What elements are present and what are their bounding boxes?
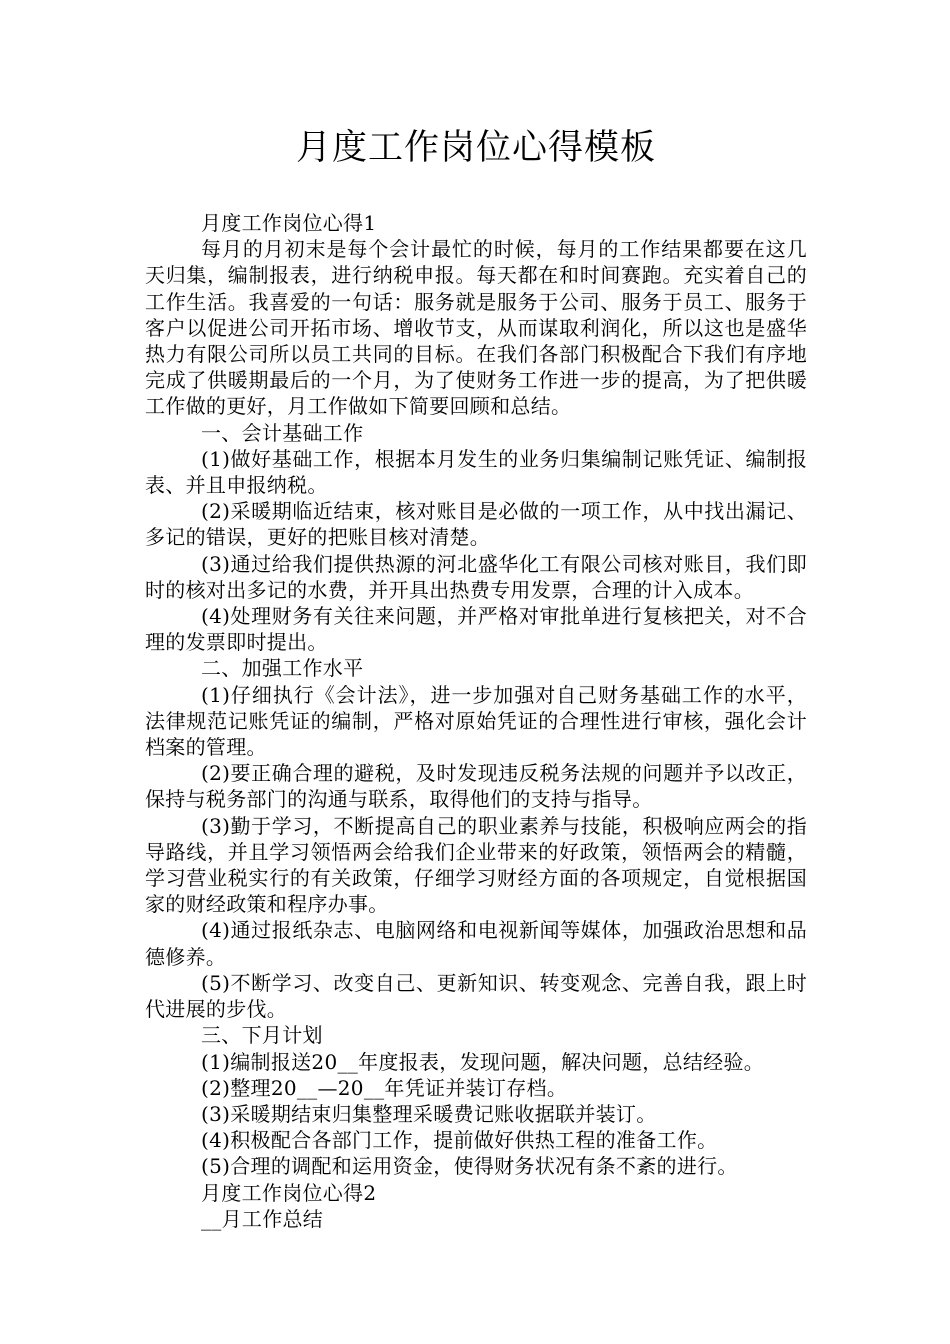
section-heading: 一、会计基础工作 (201, 420, 364, 445)
paragraph: (3)勤于学习，不断提高自己的职业素养与技能，积极响应两会的指导路线，并且学习领悟两会给我们企业带来的好政策，领悟两会的精髓，学习营业税实行的有关政策，仔细学习财经方面的各项规定，自觉根据国家的财经政策和程序办事。 (145, 813, 807, 917)
paragraph: (4)积极配合各部门工作，提前做好供热工程的准备工作。 (201, 1128, 718, 1153)
paragraph: (4)通过报纸杂志、电脑网络和电视新闻等媒体，加强政治思想和品德修养。 (145, 918, 807, 969)
paragraph: 月度工作岗位心得2 (201, 1180, 377, 1205)
paragraph: (1)编制报送20__年度报表，发现问题，解决问题，总结经验。 (201, 1049, 765, 1074)
paragraph: (1)做好基础工作，根据本月发生的业务归集编制记账凭证、编制报表、并且申报纳税。 (145, 446, 807, 498)
paragraph: (2)采暖期临近结束，核对账目是必做的一项工作，从中找出漏记、多记的错误，更好的把账目核对清楚。 (145, 499, 807, 550)
paragraph: (1)仔细执行《会计法》，进一步加强对自己财务基础工作的水平，法律规范记账凭证的编制，严格对原始凭证的合理性进行审核，强化会计档案的管理。 (145, 682, 807, 760)
paragraph: (3)通过给我们提供热源的河北盛华化工有限公司核对账目，我们即时的核对出多记的水费，并开具出热费专用发票，合理的计入成本。 (145, 551, 807, 602)
paragraph: (2)整理20__—20__年凭证并装订存档。 (201, 1075, 568, 1100)
section-heading: 三、下月计划 (201, 1023, 323, 1048)
paragraph: (3)采暖期结束归集整理采暖费记账收据联并装订。 (201, 1101, 657, 1126)
document-title: 月度工作岗位心得模板 (295, 128, 656, 168)
paragraph: (5)不断学习、改变自己、更新知识、转变观念、完善自我，跟上时代进展的步伐。 (145, 970, 807, 1022)
document-page (145, 124, 807, 1232)
paragraph: (2)要正确合理的避税，及时发现违反税务法规的问题并予以改正，保持与税务部门的沟通与联系，取得他们的支持与指导。 (145, 761, 807, 812)
paragraph: (4)处理财务有关往来问题，并严格对审批单进行复核把关，对不合理的发票即时提出。 (145, 604, 807, 655)
document-body (145, 210, 807, 1232)
paragraph: __月工作总结 (201, 1206, 324, 1231)
paragraph: (5)合理的调配和运用资金，使得财务状况有条不紊的进行。 (201, 1154, 738, 1179)
paragraph: 每月的月初末是每个会计最忙的时候，每月的工作结果都要在这几天归集，编制报表，进行纳税申报。每天都在和时间赛跑。充实着自己的工作生活。我喜爱的一句话：服务就是服务于公司、服务于员工、服务于客户以促进公司开拓市场、增收节支，从而谋取利润化，所以这也是盛华热力有限公司所以员工共同的目标。在我们各部门积极配合下我们有序地完成了供暖期最后的一个月，为了使财务工作进一步的提高，为了把供暖工作做的更好，月工作做如下简要回顾和总结。 (145, 237, 807, 419)
section-heading: 二、加强工作水平 (201, 656, 364, 681)
paragraph: 月度工作岗位心得1 (201, 211, 377, 235)
